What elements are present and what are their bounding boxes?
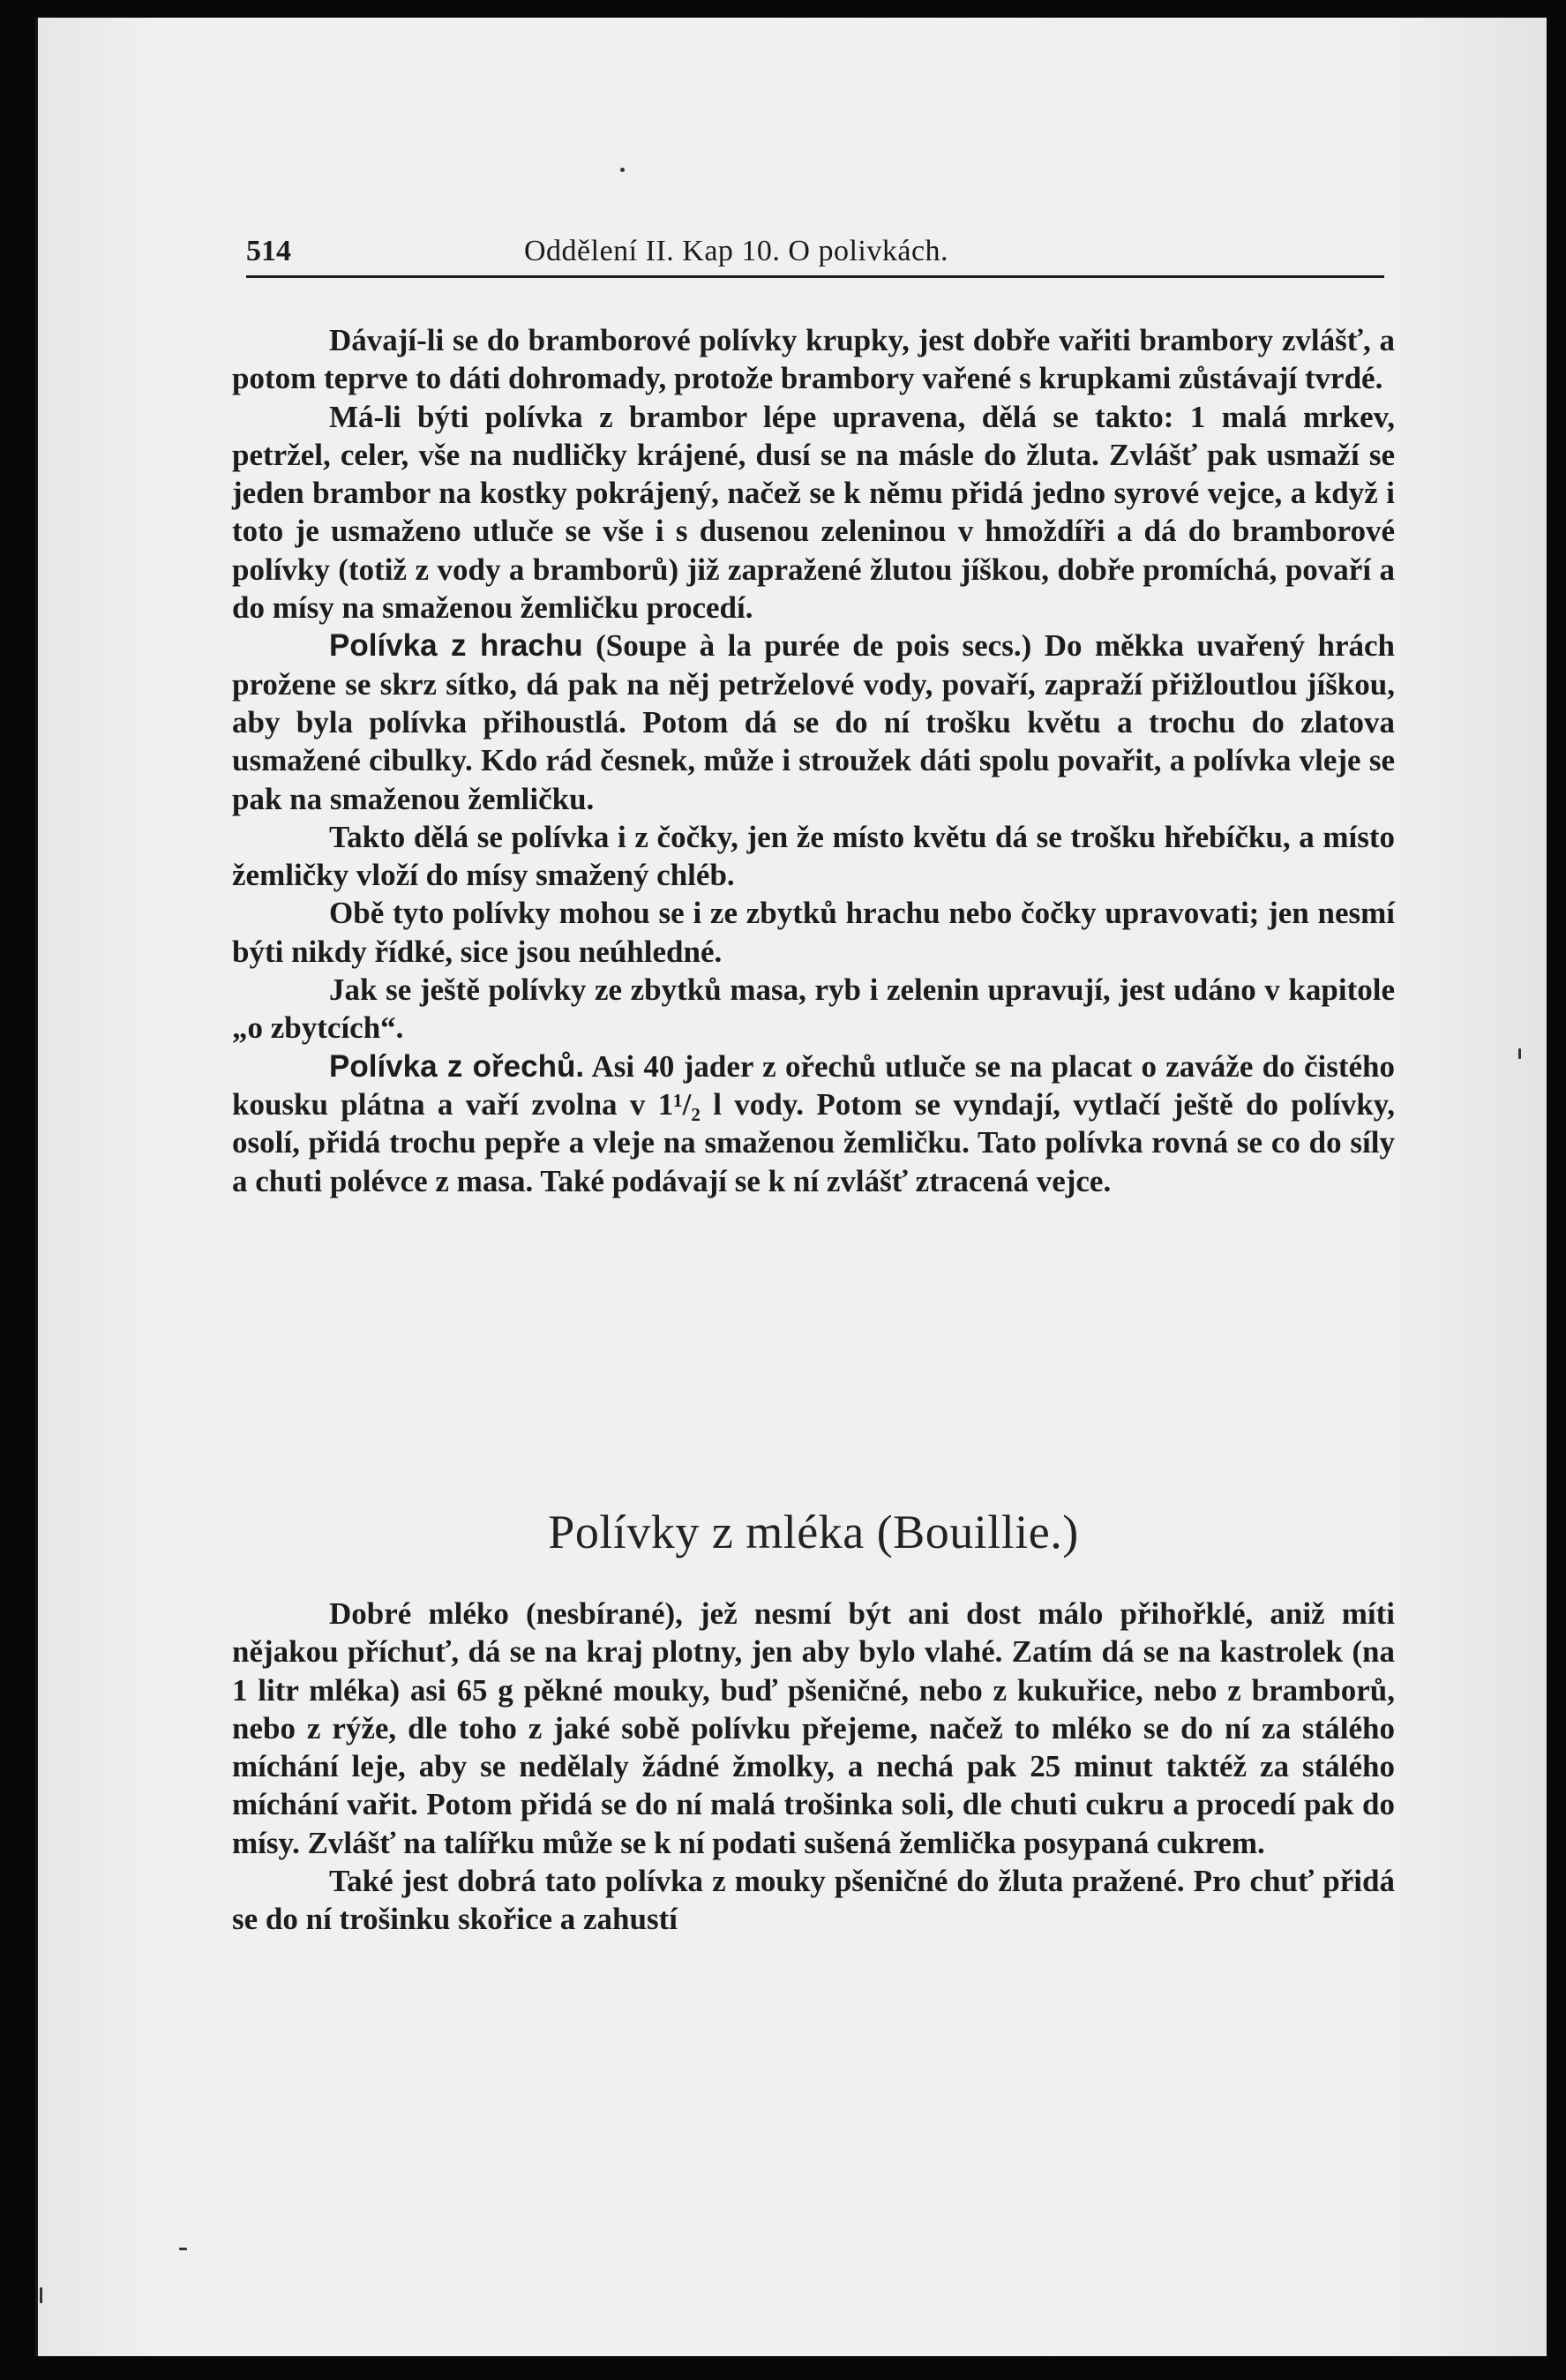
paragraph xyxy=(232,627,1395,817)
paragraph-text: Má-li býti polívka z brambor lépe upravena, dělá se takto: 1 malá mrkev, petržel, celer, vše na nudličky krájené, dusí se na másle do žluta. Zvlášť pak usmaží se jeden brambor na kostky pokrájený, načež se k němu přidá jedno syrové vejce, a když i toto je usmaženo utluče se vše i s dusenou zeleninou v hmoždíři a dá do bramborové polívky (totiž z vody a bramborů) již zapražené žlutou jíškou, dobře promíchá, povaří a do mísy na smaženou žemličku procedí. xyxy=(232,399,1395,626)
paragraph-text: (Soupe à la purée de pois secs.) Do měkka uvařený hrách prožene se skrz sítko, dá pak na něj petrželové vody, povaří, zapraží přižloutlou jíškou, aby byla polívka přihoustlá. Potom dá se do ní trošku květu a trochu do zlatova usmažené cibulky. Kdo rád česnek, může i stroužek dáti spolu povařit, a polívka vleje se pak na smaženou žemličku. xyxy=(232,628,1395,816)
paragraph xyxy=(232,321,1395,398)
body-text-top xyxy=(232,321,1395,1200)
paragraph-lead: Polívka z ořechů. xyxy=(329,1048,585,1084)
paragraph-text: Dobré mléko (nesbírané), jež nesmí být ani dost málo přihořklé, aniž míti nějakou příchuť, dá se na kraj plotny, jen aby bylo vlahé. Zatím dá se na kastrolek (na 1 litr mléka) asi 65 g pěkné mouky, buď pšeničné, nebo z kukuřice, nebo z bramborů, nebo z rýže, dle toho z jaké sobě polívku přejeme, načež to mléko se do ní za stálého míchání leje, aby se nedělaly žádné žmolky, a nechá pak 25 minut taktéž za stálého míchání vařit. Potom přidá se do ní malá trošinka soli, dle chuti cukru a procedí pak do mísy. Zvlášť na talířku může se k ní podati sušená žemlička posypaná cukrem. xyxy=(232,1596,1395,1860)
paragraph-text: Asi 40 jader z ořechů utluče se na placat o zaváže do čistého kousku plátna a vaří zvolna v 1¹/₂ l vody. Potom se vyndají, vytlačí ještě do polívky, osolí, přidá trochu pepře a vleje na smaženou žemličku. Tato polívka rovná se co do síly a chuti polévce z masa. Také podávají se k ní zvlášť ztracená vejce. xyxy=(232,1048,1395,1198)
paragraph xyxy=(232,1047,1395,1200)
paragraph-text: Obě tyto polívky mohou se i ze zbytků hrachu nebo čočky upravovati; jen nesmí býti nikdy řídké, sice jsou neúhledné. xyxy=(232,896,1395,969)
paragraph-lead: Polívka z hrachu xyxy=(329,628,583,664)
print-speck xyxy=(620,168,625,172)
body-text-bottom xyxy=(232,1595,1395,1939)
running-head: Oddělení II. Kap 10. O polivkách. xyxy=(524,235,949,267)
paragraph xyxy=(232,1595,1395,1862)
paragraph xyxy=(232,1862,1395,1939)
print-speck xyxy=(40,2287,42,2303)
page-header xyxy=(246,233,1384,278)
paragraph-text: Dávají-li se do bramborové polívky krupky, jest dobře vařiti brambory zvlášť, a potom teprve to dáti dohromady, protože brambory vařené s krupkami zůstávají tvrdé. xyxy=(232,323,1395,396)
section-heading: Polívky z mléka (Bouillie.) xyxy=(548,1505,1079,1558)
paragraph-text: Takto dělá se polívka i z čočky, jen že místo květu dá se trošku hřebíčku, a místo žemličky vloží do mísy smažený chléb. xyxy=(232,819,1395,893)
book-page xyxy=(35,18,1547,2356)
paragraph-text: Jak se ještě polívky ze zbytků masa, ryb i zelenin upravují, jest udáno v kapitole „o zbytcích“. xyxy=(232,972,1395,1046)
paragraph xyxy=(232,971,1395,1047)
print-speck xyxy=(179,2248,187,2250)
print-speck xyxy=(1518,1048,1521,1059)
paragraph xyxy=(232,894,1395,971)
paragraph xyxy=(232,818,1395,895)
paragraph xyxy=(232,398,1395,627)
paragraph-text: Také jest dobrá tato polívka z mouky pšeničné do žluta pražené. Pro chuť přidá se do ní trošinku skořice a zahustí xyxy=(232,1864,1395,1937)
page-number: 514 xyxy=(246,235,291,267)
